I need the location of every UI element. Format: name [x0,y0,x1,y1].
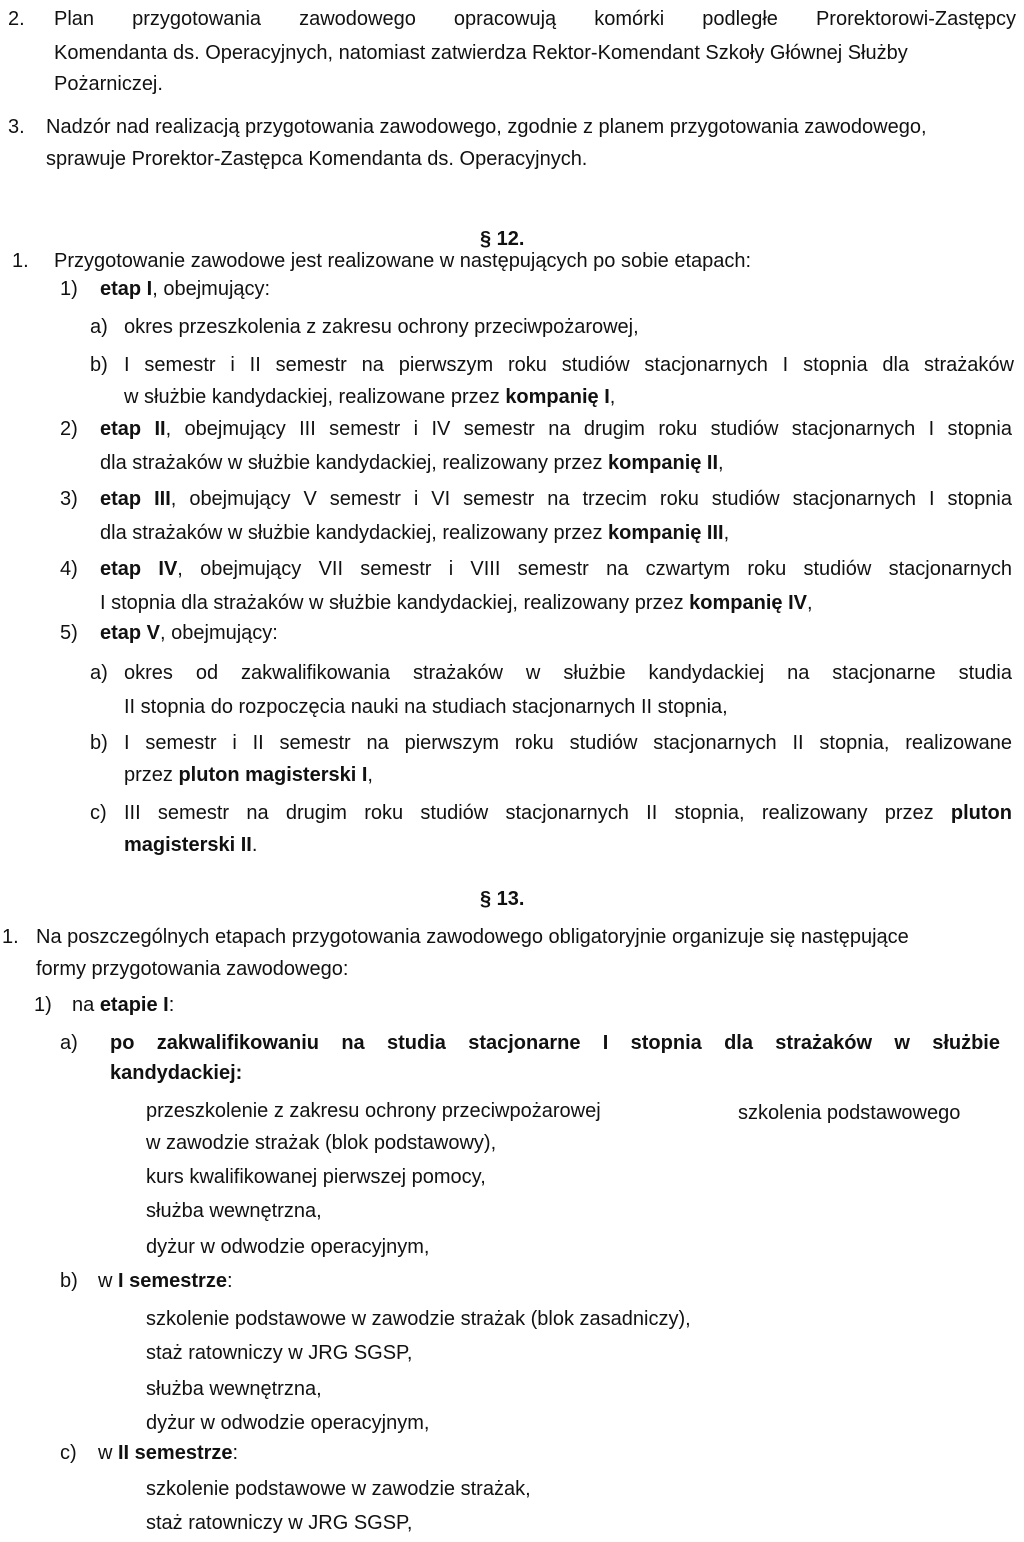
list-number: 5) [60,622,78,644]
paragraph-line: Komendanta ds. Operacyjnych, natomiast zatwierdza Rektor-Komendant Szkoły Głównej Służby [54,42,908,64]
list-text [124,384,615,410]
bold-term: etap V [100,622,161,644]
list-item: dyżur w odwodzie operacyjnym, [146,1412,430,1434]
list-text: I semestr i II semestr na pierwszym roku studiów stacjonarnych I stopnia dla strażaków [124,354,1014,376]
text-segment: : [232,1442,239,1464]
list-item: kurs kwalifikowanej pierwszej pomocy, [146,1166,486,1188]
list-text [100,590,813,616]
list-item: szkolenie podstawowe w zawodzie strażak (blok zasadniczy), [146,1308,691,1330]
item-number: 2. [8,8,25,30]
list-item [100,620,278,646]
text-segment: . [251,834,258,856]
list-letter: b) [90,732,108,754]
list-text [100,450,724,476]
paragraph-line: Na poszczególnych etapach przygotowania zawodowego obligatoryjnie organizuje się następujące [36,926,909,948]
list-item [100,486,1012,512]
list-text: II stopnia do rozpoczęcia nauki na studiach stacjonarnych II stopnia, [124,696,728,718]
list-letter: a) [90,316,108,338]
list-letter: a) [60,1032,78,1054]
list-text [98,1440,238,1466]
list-number: 2) [60,418,78,440]
list-text: , obejmujący V semestr i VI semestr na trzecim roku studiów stacjonarnych I stopnia [170,488,1012,510]
list-number: 4) [60,558,78,580]
section-heading: § 12. [480,228,525,250]
bold-term: pluton [950,802,1012,824]
list-item: szkolenie podstawowe w zawodzie strażak, [146,1478,531,1500]
list-letter: b) [60,1270,78,1292]
paragraph-line: Plan przygotowania zawodowego opracowują komórki podległe Prorektorowi-Zastępcy [54,8,1016,30]
item-number: 3. [8,116,25,138]
bold-term: magisterski II [124,834,252,856]
list-item [100,416,1012,442]
text-segment: : [168,994,175,1016]
list-text: okres od zakwalifikowania strażaków w służbie kandydackiej na stacjonarne studia [124,662,1012,684]
text-segment: w [98,1270,118,1292]
paragraph-line: sprawuje Prorektor-Zastępca Komendanta ds. Operacyjnych. [46,148,588,170]
bold-term: etap III [100,488,171,510]
text-segment: w [98,1442,118,1464]
text-segment: dla strażaków w służbie kandydackiej, realizowany przez [100,452,609,474]
text-segment: dla strażaków w służbie kandydackiej, realizowany przez [100,522,609,544]
list-text [124,800,1012,826]
list-text: , obejmujący: [152,278,271,300]
list-text [124,762,373,788]
list-text: I semestr i II semestr na pierwszym roku studiów stacjonarnych II stopnia, realizowane [124,732,1012,754]
bold-term: etap II [100,418,166,440]
text-segment: przez [124,764,179,786]
text-segment: w służbie kandydackiej, realizowane przez [124,386,506,408]
list-number: 3) [60,488,78,510]
list-item: staż ratowniczy w JRG SGSP, [146,1512,413,1534]
text-segment: , [367,764,373,786]
bold-term: kompanię IV [689,592,807,614]
list-letter: a) [90,662,108,684]
text-segment: , [609,386,616,408]
list-item [100,556,1012,582]
bold-term: etapie I [99,994,169,1016]
list-text: , obejmujący VII semestr i VIII semestr na czwartym roku studiów stacjonarnych [177,558,1012,580]
bold-term: etap I [100,278,153,300]
paragraph-line: Pożarniczej. [54,73,163,95]
item-number: 1. [12,250,29,272]
list-text: po zakwalifikowaniu na studia stacjonarne I stopnia dla strażaków w służbie [110,1032,1000,1054]
text-segment: I stopnia dla strażaków w służbie kandydackiej, realizowany przez [100,592,690,614]
list-text: okres przeszkolenia z zakresu ochrony przeciwpożarowej, [124,316,639,338]
list-item: w zawodzie strażak (blok podstawowy), [146,1132,497,1154]
list-text [124,832,257,858]
paragraph-line: Nadzór nad realizacją przygotowania zawodowego, zgodnie z planem przygotowania zawodowego, [46,116,927,138]
text-segment: , [718,452,724,474]
list-item: staż ratowniczy w JRG SGSP, [146,1342,413,1364]
text-segment: III semestr na drugim roku studiów stacjonarnych II stopnia, realizowany przez [124,802,951,824]
item-number: 1. [2,926,19,948]
list-item [100,276,270,302]
list-number: 1) [60,278,78,300]
text-segment: : [226,1270,233,1292]
list-number: 1) [34,994,52,1016]
list-text: , obejmujący: [160,622,278,644]
list-item [72,992,174,1018]
list-item: dyżur w odwodzie operacyjnym, [146,1236,430,1258]
list-item: szkolenia podstawowego [738,1102,961,1124]
bold-term: kompanię I [505,386,610,408]
list-letter: c) [90,802,107,824]
list-item: służba wewnętrzna, [146,1378,322,1400]
list-text [100,520,729,546]
bold-term: I semestrze [118,1270,227,1292]
list-item: przeszkolenie z zakresu ochrony przeciwpożarowej [146,1100,601,1122]
paragraph-line: formy przygotowania zawodowego: [36,958,349,980]
section-heading: § 13. [480,888,525,910]
list-item: służba wewnętrzna, [146,1200,322,1222]
bold-term: etap IV [100,558,178,580]
list-letter: b) [90,354,108,376]
text-segment: na [72,994,100,1016]
bold-term: II semestrze [118,1442,233,1464]
bold-term: kompanię III [608,522,724,544]
list-text [98,1268,233,1294]
paragraph-line: Przygotowanie zawodowe jest realizowane w następujących po sobie etapach: [54,250,752,272]
text-segment: , [806,592,813,614]
text-segment: , [723,522,730,544]
bold-term: pluton magisterski I [178,764,368,786]
list-text: , obejmujący III semestr i IV semestr na drugim roku studiów stacjonarnych I stopnia [165,418,1013,440]
bold-term: kompanię II [608,452,719,474]
list-letter: c) [60,1442,77,1464]
list-text: kandydackiej: [110,1062,243,1084]
